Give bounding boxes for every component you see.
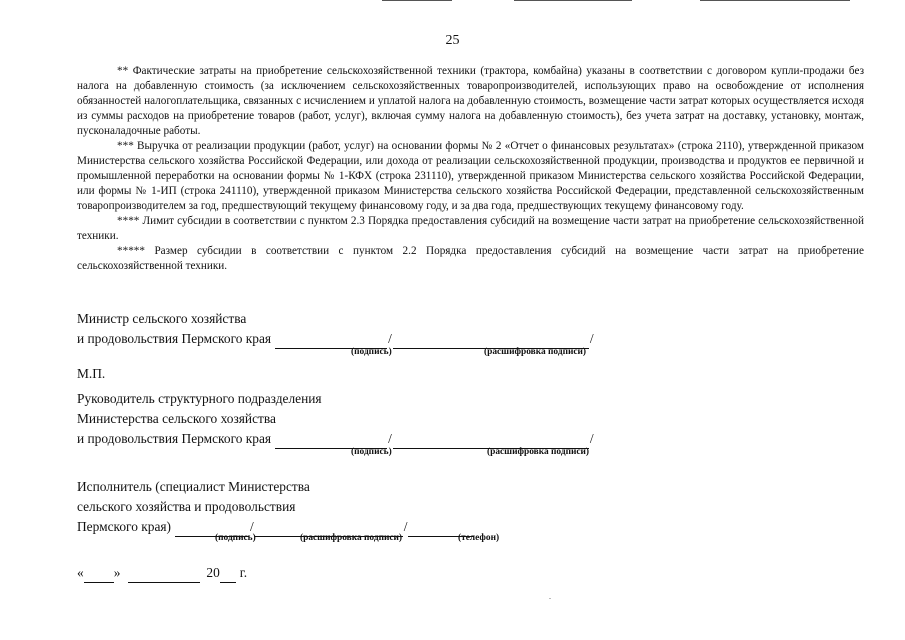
executor-title-line2: сельского хозяйства и продовольствия: [77, 499, 296, 514]
minister-title-line2: и продовольствия Пермского края: [77, 331, 272, 346]
head-decoding-caption: (расшифровка подписи): [487, 447, 590, 457]
scan-artifact-rule: [382, 0, 452, 1]
minister-signature-caption: (подпись): [351, 347, 392, 357]
executor-decoding-caption: (расшифровка подписи): [300, 533, 403, 543]
minister-decoding-caption: (расшифровка подписи): [484, 347, 587, 357]
date-year-prefix: 20: [206, 565, 220, 580]
footnote-subsidy-limit: **** Лимит субсидии в соответствии с пунктом 2.3 Порядка предоставления субсидий на возмещение части затрат на приобретение сельскохозяйственной техники.: [77, 215, 864, 242]
executor-signature-caption: (подпись): [215, 533, 256, 543]
scan-artifact-rule: [700, 0, 850, 1]
page-number: 25: [445, 33, 460, 48]
head-signature-caption: (подпись): [351, 447, 392, 457]
head-title-line3: и продовольствия Пермского края: [77, 431, 272, 446]
stamp-place: М.П.: [77, 366, 106, 381]
executor-phone-caption: (телефон): [458, 533, 500, 543]
footnotes: [77, 64, 864, 274]
footnote-subsidy-size: ***** Размер субсидии в соответствии с пунктом 2.2 Порядка предоставления субсидий на возмещение части затрат на приобретение сельскохозяйственной техники.: [77, 245, 864, 272]
head-title-line1: Руководитель структурного подразделения: [77, 391, 322, 406]
date-day-field[interactable]: [84, 567, 114, 583]
footnote-revenue: *** Выручка от реализации продукции (работ, услуг) на основании формы № 2 «Отчет о финансовых результатах» (строка 2110), утвержденной приказом Министерства сельского хозяйства Российской Федерации, или дохода от реализации сельскохозяйственной продукции, производства и продуктов ее первичной и промышленной переработки на основании формы № 1-КФХ (строка 231110), утвержденной приказом Министерства сельского хозяйства Российской Федерации, или формы № 1-ИП (строка 241110), утвержденной приказом Министерства сельского хозяйства Российской Федерации, представленной сельскохозяйственным товаропроизводителем за год, предшествующий текущему финансовому году, и за два года, предшествующих текущему финансовому году.: [77, 140, 864, 212]
head-signature-block: Руководитель структурного подразделения Министерства сельского хозяйства и продовольствия Пермского края / /: [77, 389, 595, 449]
minister-title-line1: Министр сельского хозяйства: [77, 311, 247, 326]
date-month-field[interactable]: [128, 567, 200, 583]
date-year-field[interactable]: [220, 567, 236, 583]
date-line: [77, 563, 247, 583]
executor-title-line3: Пермского края): [77, 519, 172, 534]
executor-signature-block: Исполнитель (специалист Министерства сельского хозяйства и продовольствия Пермского края) / /: [77, 477, 474, 537]
date-open-quote: «: [77, 565, 84, 580]
scan-artifact-rule: [514, 0, 632, 1]
minister-signature-block: Министр сельского хозяйства и продовольствия Пермского края / /: [77, 309, 595, 349]
executor-title-line1: Исполнитель (специалист Министерства: [77, 479, 310, 494]
scan-speck: [549, 598, 551, 599]
date-close-quote: »: [113, 565, 121, 580]
head-title-line2: Министерства сельского хозяйства: [77, 411, 276, 426]
date-year-suffix: г.: [239, 565, 248, 580]
footnote-actual-costs: ** Фактические затраты на приобретение сельскохозяйственной техники (трактора, комбайна) указаны в соответствии с договором купли-продажи без налога на добавленную стоимость (за исключением сельскохозяйственных товаропроизводителей, использующих право на освобождение от исполнения обязанностей налогоплательщика, связанных с исчислением и уплатой налога на добавленную стоимость, возмещение части затрат которых осуществляется исходя из суммы расходов на приобретение товаров (работ, услуг), включая сумму налога на добавленную стоимость), без учета затрат на доставку, установку, монтаж, пусконаладочные работы.: [77, 65, 864, 137]
